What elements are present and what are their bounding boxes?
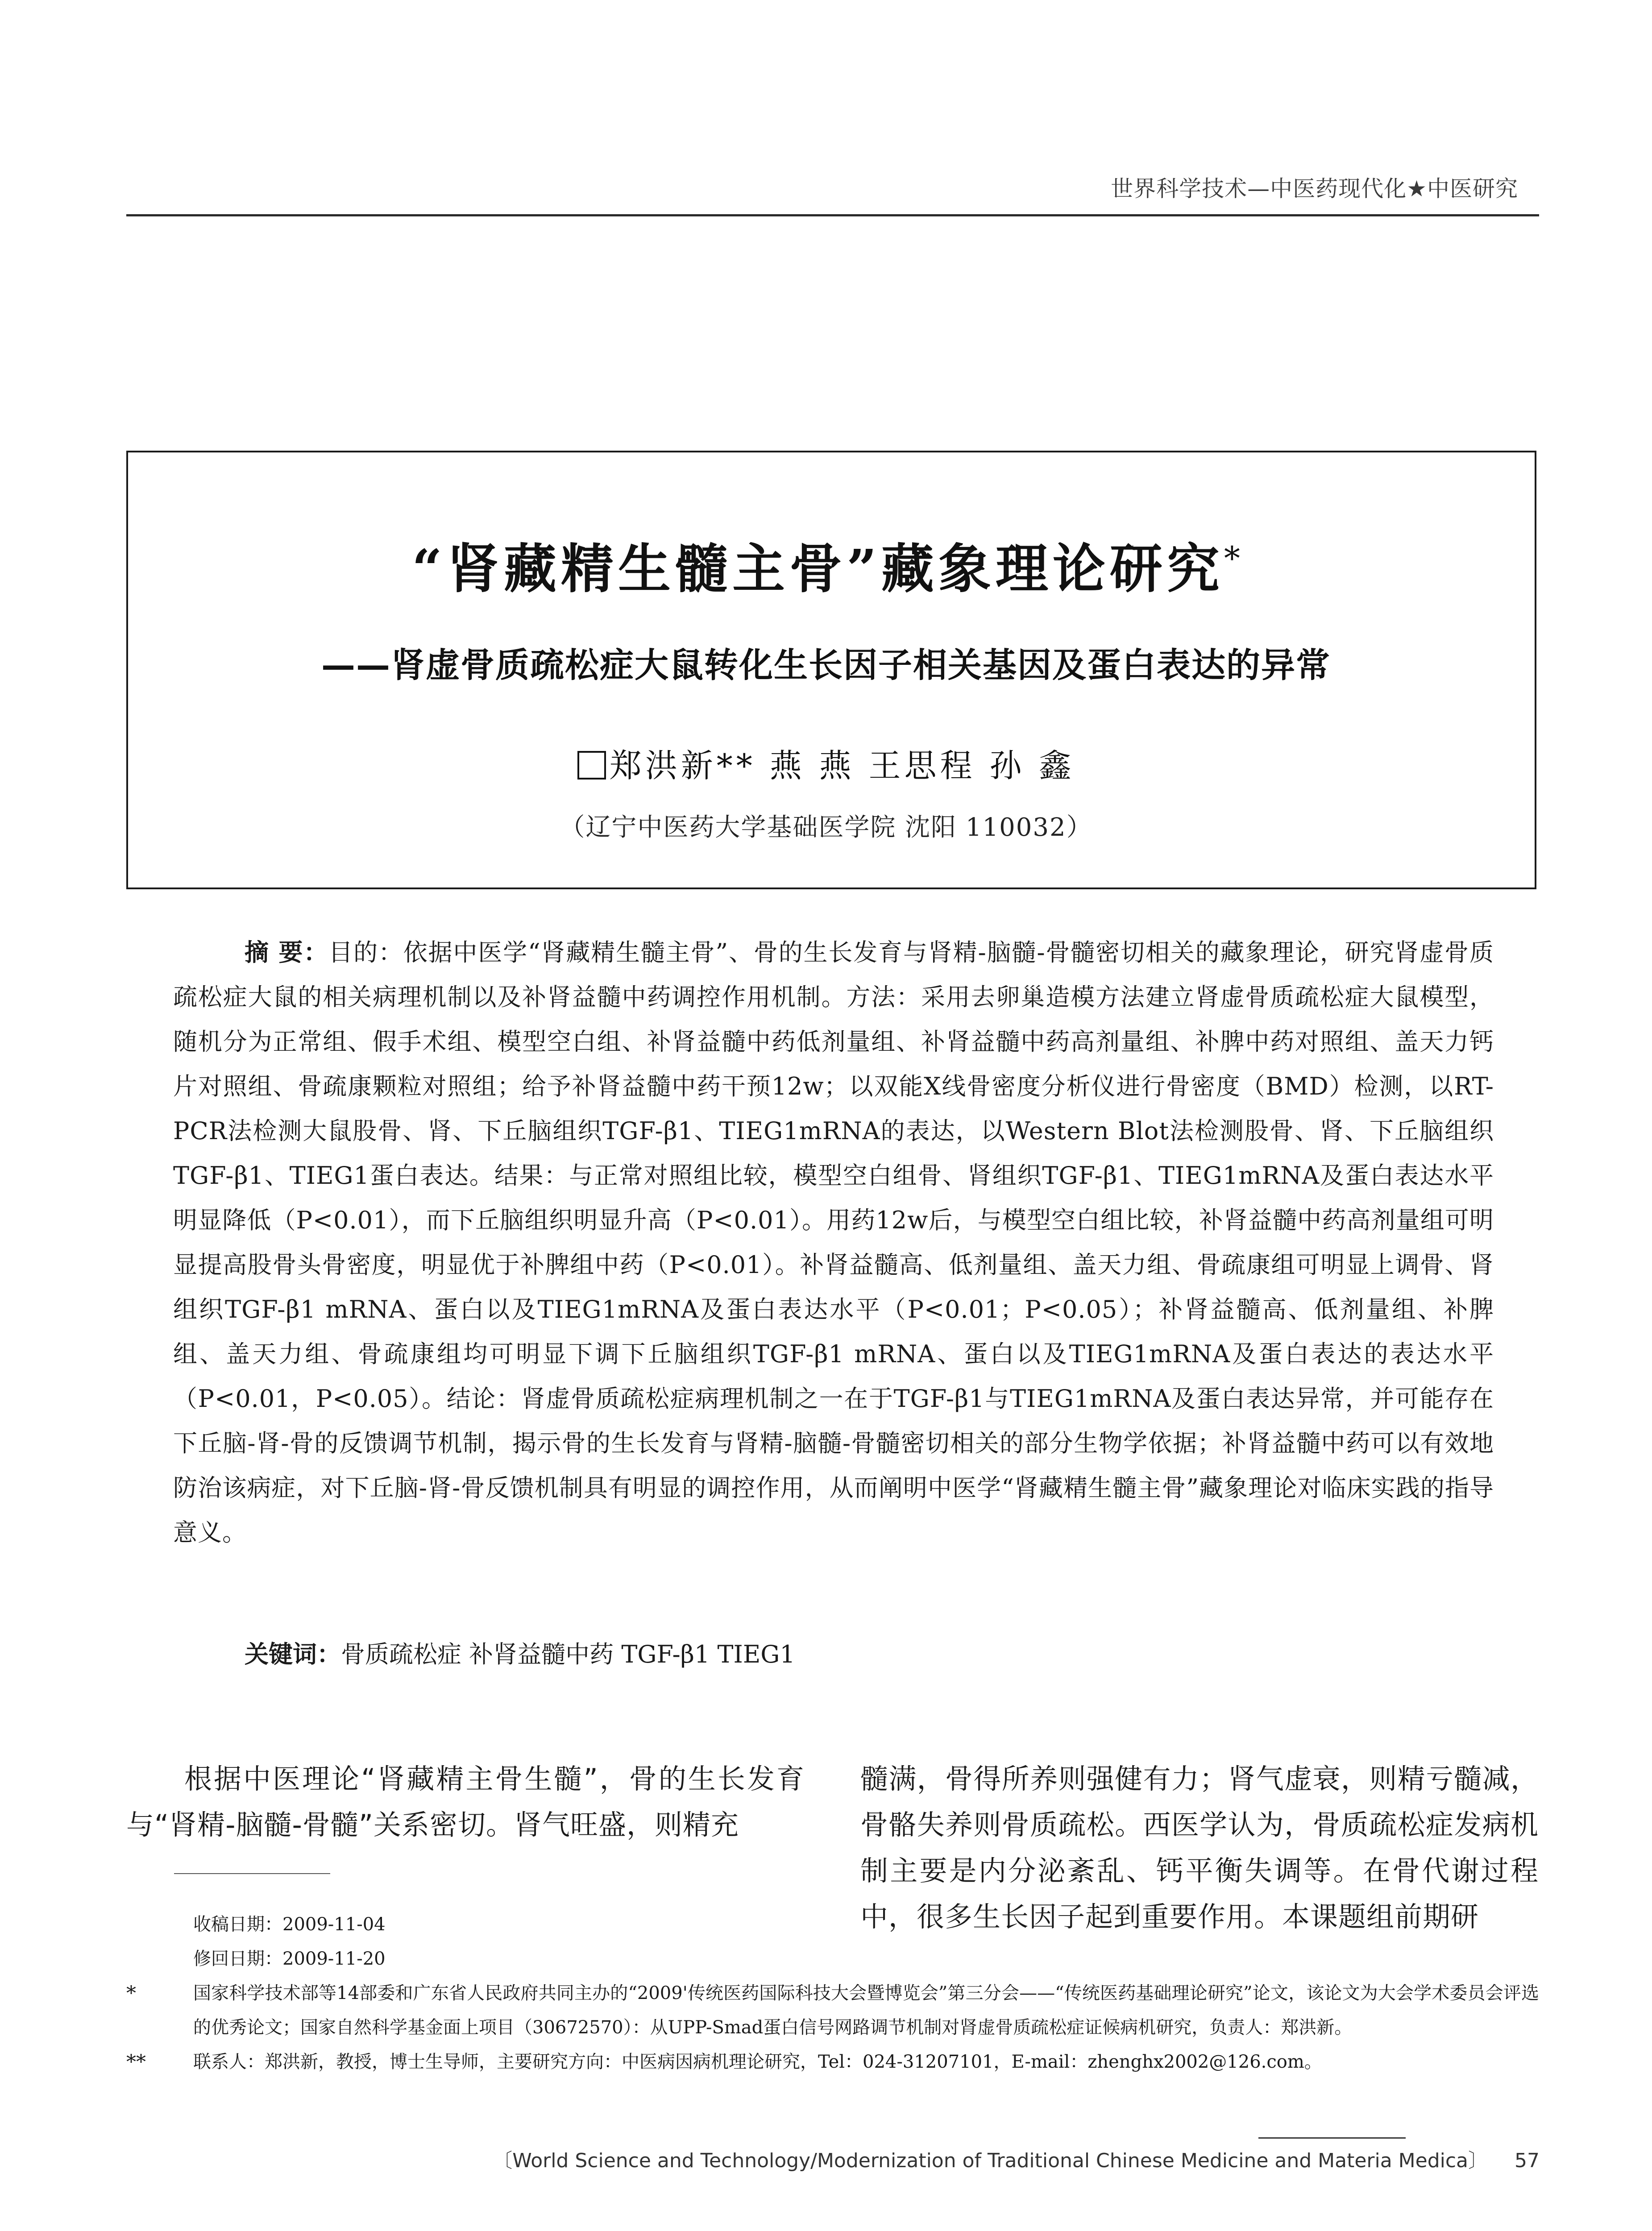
author-box-icon: [577, 751, 606, 780]
footnote-funding-text: 国家科学技术部等14部委和广东省人民政府共同主办的“2009'传统医药国际科技大会暨博览会”第三分会——“传统医药基础理论研究”论文，该论文为大会学术委员会评选的优秀论文；国家自然科学基金面上项目（30672570）：从UPP-Smad蛋白信号网路调节机制对肾虚骨质疏松症证候病机研究，负责人：郑洪新。: [193, 1983, 1539, 2038]
footer-rule: [1258, 2137, 1406, 2139]
article-title: [0, 527, 1652, 602]
footnote-rule: [174, 1873, 330, 1874]
keywords-label: 关键词：: [245, 1640, 341, 1668]
body-column-left: 根据中医理论“肾藏精主骨生髓”，骨的生长发育与“肾精-脑髓-骨髓”关系密切。肾气旺盛，则精充: [126, 1762, 805, 1841]
abstract-text: 目的：依据中医学“肾藏精生髓主骨”、骨的生长发育与肾精-脑髓-骨髓密切相关的藏象理论，研究肾虚骨质疏松症大鼠的相关病理机制以及补肾益髓中药调控作用机制。方法：采用去卵巢造模方法建立肾虚骨质疏松症大鼠模型，随机分为正常组、假手术组、模型空白组、补肾益髓中药低剂量组、补肾益髓中药高剂量组、补脾中药对照组、盖天力钙片对照组、骨疏康颗粒对照组；给予补肾益髓中药干预12w；以双能X线骨密度分析仪进行骨密度（BMD）检测，以RT-PCR法检测大鼠股骨、肾、下丘脑组织TGF-β1、TIEG1mRNA的表达，以Western Blot法检测股骨、肾、下丘脑组织TGF-β1、TIEG1蛋白表达。结果：与正常对照组比较，模型空白组骨、肾组织TGF-β1、TIEG1mRNA及蛋白表达水平明显降低（P<0.01），而下丘脑组织明显升高（P<0.01）。用药12w后，与模型空白组比较，补肾益髓中药高剂量组可明显提高股骨头骨密度，明显优于补脾组中药（P<0.01）。补肾益髓高、低剂量组、盖天力组、骨疏康组可明显上调骨、肾组织TGF-β1 mRNA、蛋白以及TIEG1mRNA及蛋白表达水平（P<0.01；P<0.05）；补肾益髓高、低剂量组、补脾组、盖天力组、骨疏康组均可明显下调下丘脑组织TGF-β1 mRNA、蛋白以及TIEG1mRNA及蛋白表达的表达水平（P<0.01，P<0.05）。结论：肾虚骨质疏松症病理机制之一在于TGF-β1与TIEG1mRNA及蛋白表达异常，并可能存在下丘脑-肾-骨的反馈调节机制，揭示骨的生长发育与肾精-脑髓-骨髓密切相关的部分生物学依据；补肾益髓中药可以有效地防治该病症，对下丘脑-肾-骨反馈机制具有明显的调控作用，从而阐明中医学“肾藏精生髓主骨”藏象理论对临床实践的指导意义。: [173, 938, 1494, 1547]
abstract: [173, 930, 1494, 1555]
footnote-contact-text: 联系人：郑洪新，教授，博士生导师，主要研究方向：中医病因病机理论研究，Tel：024-31207101，E-mail：zhenghx2002@126.com。: [193, 2052, 1322, 2072]
title-footnote-mark: *: [1224, 539, 1240, 577]
footnote-mark: *: [126, 1982, 136, 2005]
page-number: 57: [1515, 2149, 1540, 2172]
journal-name: 〔World Science and Technology/Modernization of Traditional Chinese Medicine and Materia Medica〕: [493, 2149, 1488, 2172]
journal-footer: [493, 2144, 1540, 2173]
abstract-label: 摘 要：: [245, 938, 329, 966]
footnotes: [126, 1908, 1539, 2079]
received-date: 收稿日期：2009-11-04: [193, 1914, 386, 1935]
footnote-funding: [126, 1976, 1539, 2045]
author-names: 郑洪新** 燕 燕 王思程 孙 鑫: [609, 747, 1075, 784]
keywords-text: 骨质疏松症 补肾益髓中药 TGF-β1 TIEG1: [341, 1640, 795, 1668]
header-rule: [126, 214, 1539, 216]
keywords: [245, 1635, 795, 1670]
body-column-right: 髓满，骨得所养则强健有力；肾气虚衰，则精亏髓减，骨骼失养则骨质疏松。西医学认为，骨质疏松症发病机制主要是内分泌紊乱、钙平衡失调等。在骨代谢过程中，很多生长因子起到重要作用。本课题组前期研: [860, 1762, 1539, 1933]
affiliation: （辽宁中医药大学基础医学院 沈阳 110032）: [560, 813, 1092, 842]
article-title-text: “肾藏精生髓主骨”藏象理论研究: [412, 538, 1224, 600]
revised-date: 修回日期：2009-11-20: [193, 1949, 386, 1969]
footnote-contact: [126, 2045, 1539, 2079]
running-head: 世界科学技术—中医药现代化★中医研究: [1111, 176, 1518, 202]
footnote-mark: **: [126, 2051, 146, 2073]
author-line: [0, 740, 1652, 786]
article-subtitle: ——肾虚骨质疏松症大鼠转化生长因子相关基因及蛋白表达的异常: [321, 645, 1331, 685]
